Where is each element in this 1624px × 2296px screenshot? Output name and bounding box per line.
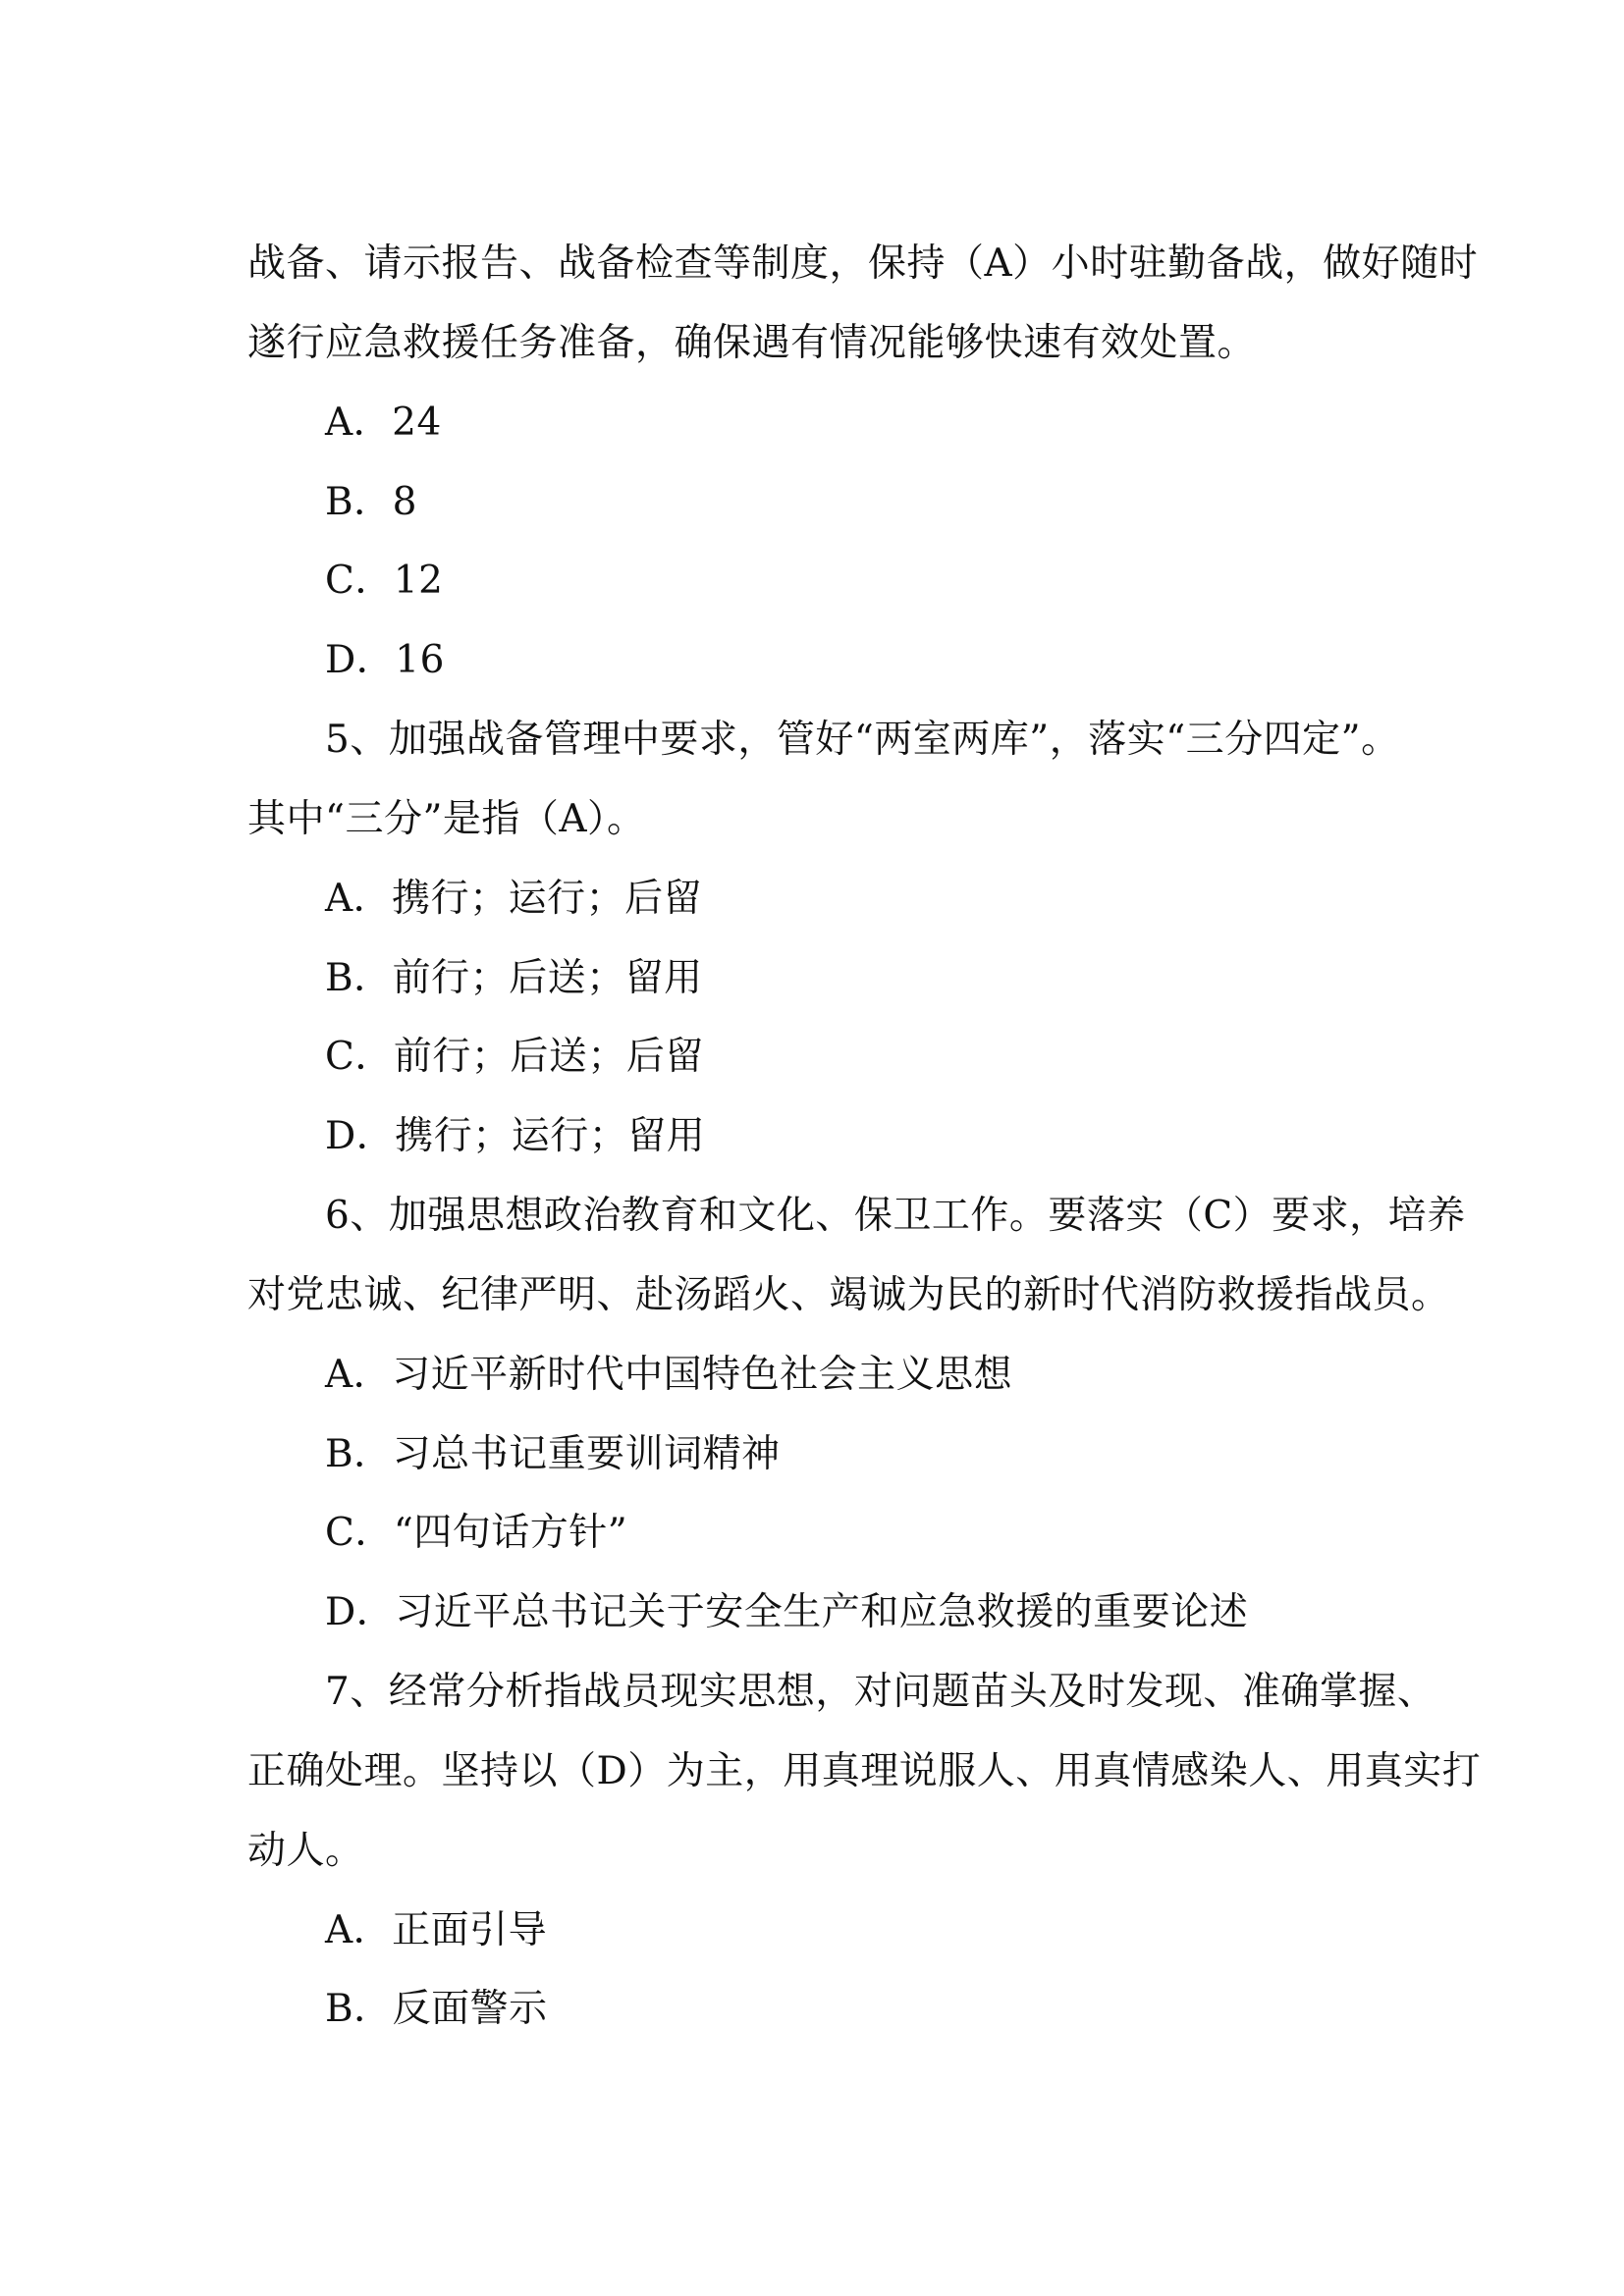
paragraph-line: 遂行应急救援任务准备，确保遇有情况能够快速有效处置。 xyxy=(247,321,1257,365)
option-d-q4: D．16 xyxy=(325,638,445,682)
question-5-line-2: 其中“三分”是指（A）。 xyxy=(247,797,646,841)
option-c-q6: C．“四句话方针” xyxy=(325,1511,628,1555)
option-a-q4: A．24 xyxy=(325,400,442,445)
option-a-q7: A．正面引导 xyxy=(325,1908,548,1952)
option-b-q6: B．习总书记重要训词精神 xyxy=(325,1432,781,1476)
option-b-q7: B．反面警示 xyxy=(325,1987,548,2031)
option-b-q5: B．前行；后送；留用 xyxy=(325,956,703,1000)
option-d-q5: D．携行；运行；留用 xyxy=(325,1114,706,1158)
option-a-q6: A．习近平新时代中国特色社会主义思想 xyxy=(325,1353,1013,1397)
question-7-line-3: 动人。 xyxy=(247,1829,364,1873)
option-c-q5: C．前行；后送；后留 xyxy=(325,1035,704,1079)
option-c-q4: C．12 xyxy=(325,559,444,603)
question-5-line-1: 5、加强战备管理中要求，管好“两室两库”，落实“三分四定”。 xyxy=(325,718,1400,762)
option-d-q6: D．习近平总书记关于安全生产和应急救援的重要论述 xyxy=(325,1590,1249,1634)
question-6-line-1: 6、加强思想政治教育和文化、保卫工作。要落实（C）要求，培养 xyxy=(325,1194,1466,1238)
paragraph-line: 战备、请示报告、战备检查等制度，保持（A）小时驻勤备战，做好随时 xyxy=(247,241,1479,286)
option-b-q4: B．8 xyxy=(325,480,417,524)
question-7-line-1: 7、经常分析指战员现实思想，对问题苗头及时发现、准确掌握、 xyxy=(325,1670,1436,1714)
option-a-q5: A．携行；运行；后留 xyxy=(325,877,703,921)
question-6-line-2: 对党忠诚、纪律严明、赴汤蹈火、竭诚为民的新时代消防救援指战员。 xyxy=(247,1273,1450,1317)
question-7-line-2: 正确处理。坚持以（D）为主，用真理说服人、用真情感染人、用真实打 xyxy=(247,1749,1482,1793)
